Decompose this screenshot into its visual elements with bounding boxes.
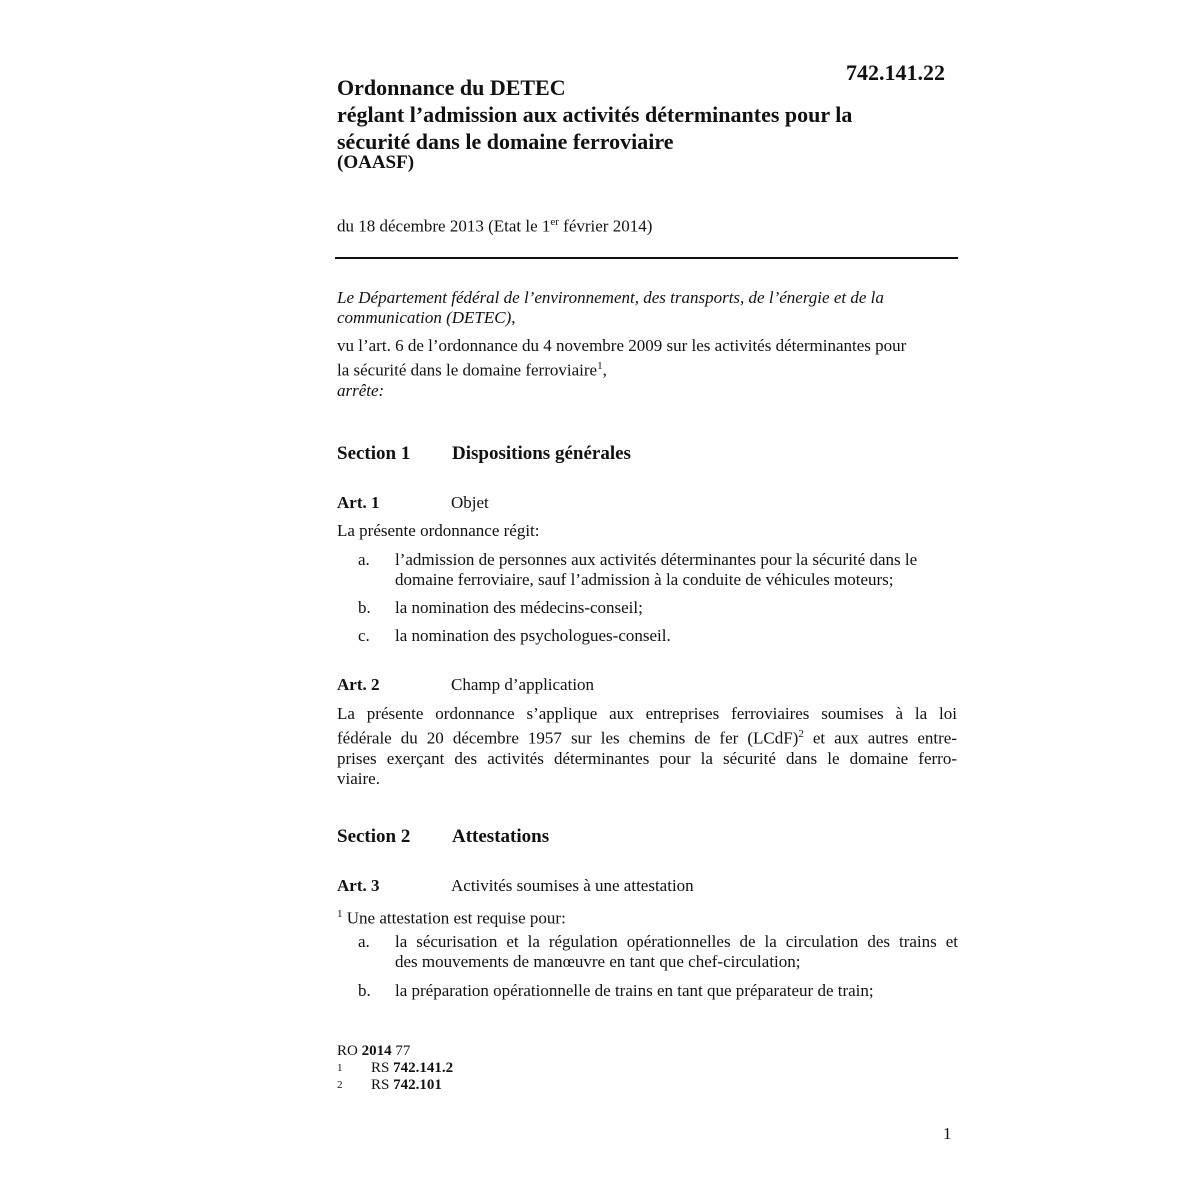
footnote-ref-link[interactable]: 742.141.2 [393, 1060, 454, 1076]
title-line-3: sécurité dans le domaine ferroviaire [337, 129, 674, 154]
article-3-title: Activités soumises à une attestation [451, 876, 694, 895]
list-item [358, 981, 958, 1001]
basis-line-2-text: la sécurité dans le domaine ferroviaire [337, 360, 598, 380]
title-line-2: réglant l’admission aux activités déterminantes pour la [337, 102, 853, 127]
date-superscript: er [550, 216, 559, 228]
list-item-line-2: des mouvements de manœuvre en tant que chef-circulation; [395, 952, 801, 971]
sr-number: 742.141.22 [846, 60, 945, 85]
article-1-heading [337, 493, 489, 513]
section-2-number: Section 2 [337, 826, 411, 847]
title-line-1: Ordonnance du DETEC [337, 75, 566, 100]
article-3-intro [337, 904, 957, 929]
footnote-number: 1 [337, 1062, 343, 1074]
list-item-label: c. [358, 626, 370, 645]
document-date [337, 216, 652, 237]
list-item-label: b. [358, 981, 371, 1000]
section-2-heading [337, 826, 549, 848]
document-abbreviation: (OAASF) [337, 152, 415, 173]
article-3-heading [337, 876, 694, 896]
article-1-title: Objet [451, 493, 489, 512]
article-3-number: Art. 3 [337, 876, 380, 895]
list-item [358, 550, 958, 590]
list-item-line-1: la préparation opérationnelle de trains en tant que préparateur de train; [395, 981, 874, 1000]
list-item-line-2: domaine ferroviaire, sauf l’admission à la conduite de véhicules moteurs; [395, 570, 894, 589]
article-2-heading [337, 675, 594, 695]
footnote-prefix: RS [371, 1077, 394, 1093]
date-prefix: du 18 décembre 2013 (Etat le 1 [337, 216, 551, 236]
ro-year: 2014 [361, 1043, 392, 1059]
list-item-label: b. [358, 598, 371, 617]
footnote-number: 2 [337, 1079, 343, 1091]
list-item [358, 626, 958, 646]
section-1-title: Dispositions générales [452, 443, 631, 464]
article-2-line-1: La présente ordonnance s’applique aux entreprises ferroviaires soumises à la loi [337, 704, 957, 723]
article-2-line-2b: et aux autres entre- [803, 728, 957, 748]
article-1-number: Art. 1 [337, 493, 380, 512]
preamble-basis [337, 336, 957, 381]
page-number: 1 [943, 1124, 952, 1143]
article-3-intro-text: Une attestation est requise pour: [342, 908, 566, 928]
basis-line-2-end: , [602, 360, 607, 380]
list-item-label: a. [358, 932, 370, 951]
article-2-title: Champ d’application [451, 675, 595, 694]
ro-page: 77 [391, 1043, 411, 1059]
list-item-label: a. [358, 550, 370, 569]
preamble-authority [337, 288, 957, 328]
ro-reference [337, 1043, 453, 1060]
article-2-line-3: prises exerçant des activités déterminantes pour la sécurité dans le domaine ferro- [337, 748, 957, 768]
ro-prefix: RO [337, 1043, 362, 1059]
footnote-1 [337, 1060, 453, 1077]
date-suffix: février 2014) [558, 216, 653, 236]
list-item [358, 598, 958, 618]
section-1-number: Section 1 [337, 443, 411, 464]
list-item-line-1: la nomination des médecins-conseil; [395, 598, 643, 617]
document-title [337, 74, 957, 155]
authority-line-2: communication (DETEC), [337, 308, 516, 327]
article-2-line-2a: fédérale du 20 décembre 1957 sur les chemins de fer (LCdF) [337, 728, 799, 748]
list-item-line-1: la nomination des psychologues-conseil. [395, 626, 671, 645]
section-2-title: Attestations [452, 826, 550, 847]
footnote-ref-2[interactable]: 2 [798, 728, 804, 740]
article-2-line-2 [337, 724, 957, 749]
basis-line-2 [337, 356, 957, 381]
paragraph-number: 1 [337, 908, 343, 920]
footnotes [337, 1043, 453, 1094]
footnote-prefix: RS [371, 1060, 394, 1076]
article-2-text [337, 704, 957, 789]
section-1-heading [337, 443, 631, 465]
basis-line-1: vu l’art. 6 de l’ordonnance du 4 novembre 2009 sur les activités déterminantes pour [337, 336, 907, 355]
list-item [358, 932, 958, 972]
preamble-decree: arrête: [337, 381, 385, 400]
footnote-ref-1[interactable]: 1 [597, 360, 603, 372]
list-item-line-1: la sécurisation et la régulation opérationnelles de la circulation des trains et [395, 932, 958, 951]
list-item-line-1: l’admission de personnes aux activités déterminantes pour la sécurité dans le [395, 550, 918, 569]
header-divider [335, 257, 958, 259]
article-2-line-4: viaire. [337, 768, 380, 788]
article-1-intro: La présente ordonnance régit: [337, 521, 540, 540]
authority-line-1: Le Département fédéral de l’environnement, des transports, de l’énergie et de la [337, 288, 884, 307]
article-2-number: Art. 2 [337, 675, 380, 694]
footnote-ref-link[interactable]: 742.101 [393, 1077, 442, 1093]
footnote-2 [337, 1077, 453, 1094]
